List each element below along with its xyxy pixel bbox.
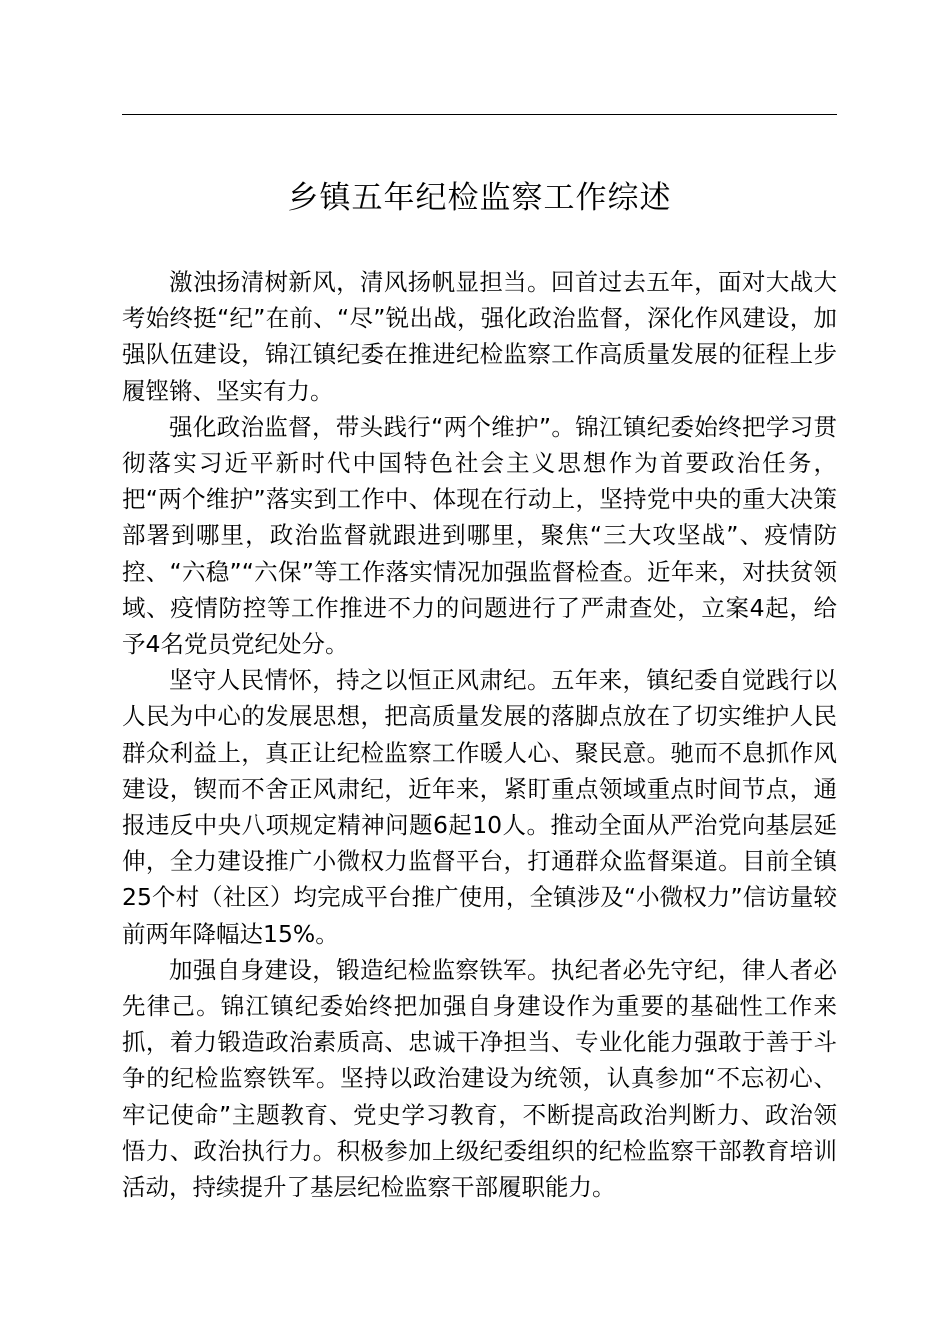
paragraph-intro: 激浊扬清树新风，清风扬帆显担当。回首过去五年，面对大战大考始终挺“纪”在前、“尽”锐出战，强化政治监督，深化作风建设，加强队伍建设，锦江镇纪委在推进纪检监察工作高质量发展的征程上步履铿锵、坚实有力。 (122, 268, 837, 405)
paragraph-people-sentiment: 坚守人民情怀，持之以恒正风肃纪。五年来，镇纪委自觉践行以人民为中心的发展思想，把高质量发展的落脚点放在了切实维护人民群众利益上，真正让纪检监察工作暖人心、聚民意。驰而不息抓作风建设，锲而不舍正风肃纪，近年来，紧盯重点领域重点时间节点，通报违反中央八项规定精神问题6起10人。推动全面从严治党向基层延伸，全力建设推广小微权力监督平台，打通群众监督渠道。目前全镇25个村（社区）均完成平台推广使用，全镇涉及“小微权力”信访量较前两年降幅达15%。 (122, 666, 837, 948)
paragraph-self-building: 加强自身建设，锻造纪检监察铁军。执纪者必先守纪，律人者必先律己。锦江镇纪委始终把加强自身建设作为重要的基础性工作来抓，着力锻造政治素质高、忠诚干净担当、专业化能力强敢于善于斗争的纪检监察铁军。坚持以政治建设为统领，认真参加“不忘初心、牢记使命”主题教育、党史学习教育，不断提高政治判断力、政治领悟力、政治执行力。积极参加上级纪委组织的纪检监察干部教育培训活动，持续提升了基层纪检监察干部履职能力。 (122, 955, 837, 1202)
paragraph-political-supervision: 强化政治监督，带头践行“两个维护”。锦江镇纪委始终把学习贯彻落实习近平新时代中国特色社会主义思想作为首要政治任务，把“两个维护”落实到工作中、体现在行动上，坚持党中央的重大决策部署到哪里，政治监督就跟进到哪里，聚焦“三大攻坚战”、疫情防控、“六稳”“六保”等工作落实情况加强监督检查。近年来，对扶贫领域、疫情防控等工作推进不力的问题进行了严肃查处，立案4起，给予4名党员党纪处分。 (122, 412, 837, 659)
document-body (122, 264, 837, 1205)
document-title: 乡镇五年纪检监察工作综述 (287, 180, 672, 216)
header-divider (122, 114, 837, 115)
